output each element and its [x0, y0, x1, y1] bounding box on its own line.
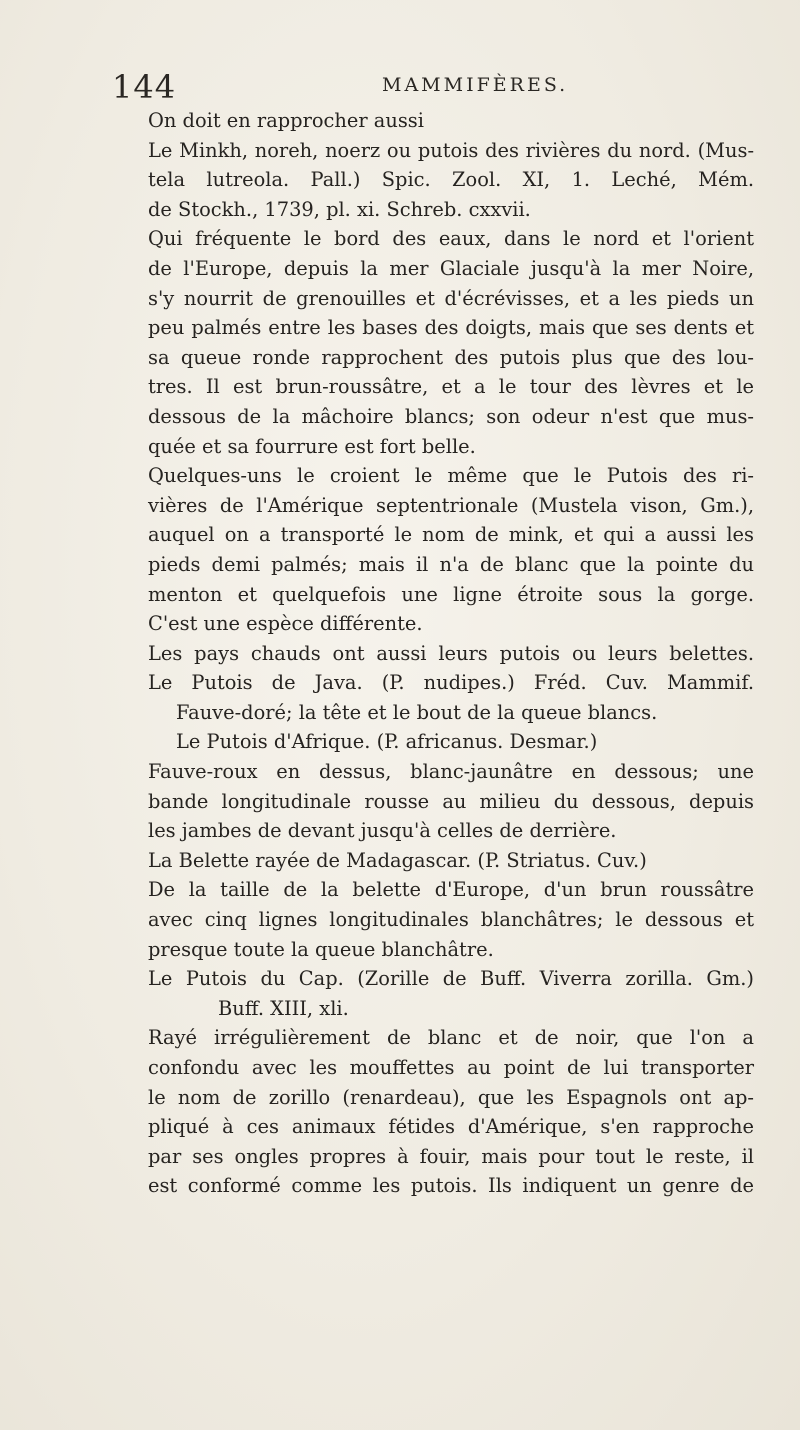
text-line: Buff. XIII, xli. [218, 996, 349, 1020]
text-line: menton et quelquefois une ligne étroite sous la gorge. [148, 582, 754, 606]
text-line: peu palmés entre les bases des doigts, mais que ses dents et [148, 316, 754, 340]
text-line: sa queue ronde rapprochent des putois plus que des lou- [148, 345, 754, 369]
text-line: les jambes de devant jusqu'à celles de derrière. [148, 819, 617, 843]
text-line: Le Putois de Java. (P. nudipes.) Fréd. Cuv. Mammif. [148, 671, 754, 695]
text-line: Fauve-roux en dessus, blanc-jaunâtre en dessous; une [148, 760, 754, 784]
text-line: de Stockh., 1739, pl. xi. Schreb. cxxvii. [148, 197, 531, 221]
text-line: Fauve-doré; la tête et le bout de la queue blancs. [176, 700, 658, 724]
text-line: Le Putois du Cap. (Zorille de Buff. Viverra zorilla. Gm.) [148, 967, 754, 991]
text-line: C'est une espèce différente. [148, 612, 423, 636]
text-line: par ses ongles propres à fouir, mais pour tout le reste, il [148, 1144, 754, 1168]
text-line: avec cinq lignes longitudinales blanchâtres; le dessous et [148, 908, 754, 932]
text-line: Qui fréquente le bord des eaux, dans le nord et l'orient [148, 227, 754, 251]
running-head: MAMMIFÈRES. [382, 74, 569, 96]
text-line: Rayé irrégulièrement de blanc et de noir, que l'on a [148, 1026, 754, 1050]
text-line: dessous de la mâchoire blancs; son odeur n'est que mus- [148, 404, 754, 428]
text-line: Les pays chauds ont aussi leurs putois ou leurs belettes. [148, 641, 754, 665]
text-line: tres. Il est brun-roussâtre, et a le tour des lèvres et le [148, 375, 754, 399]
text-line: quée et sa fourrure est fort belle. [148, 434, 476, 458]
text-line: On doit en rapprocher aussi [148, 109, 424, 132]
text-line: La Belette rayée de Madagascar. (P. Striatus. Cuv.) [148, 848, 647, 872]
text-line: s'y nourrit de grenouilles et d'écrévisses, et a les pieds un [148, 286, 754, 310]
text-line: De la taille de la belette d'Europe, d'un brun roussâtre [148, 878, 754, 902]
text-line: vières de l'Amérique septentrionale (Mustela vison, Gm.), [148, 493, 754, 517]
text-line: bande longitudinale rousse au milieu du dessous, depuis [148, 789, 754, 813]
text-line: est conformé comme les putois. Ils indiquent un genre de [148, 1174, 754, 1198]
body-text [148, 106, 754, 1201]
text-line: presque toute la queue blanchâtre. [148, 937, 494, 961]
page-number: 144 [112, 68, 177, 106]
text-line: Le Minkh, noreh, noerz ou putois des rivières du nord. (Mus- [148, 138, 754, 162]
page-header [112, 68, 752, 108]
text-line: de l'Europe, depuis la mer Glaciale jusqu'à la mer Noire, [148, 256, 754, 280]
text-line: Le Putois d'Afrique. (P. africanus. Desmar.) [176, 730, 598, 754]
text-line: pliqué à ces animaux fétides d'Amérique, s'en rapproche [148, 1115, 754, 1139]
text-line: Quelques-uns le croient le même que le Putois des ri- [148, 464, 754, 488]
text-line: auquel on a transporté le nom de mink, et qui a aussi les [148, 523, 754, 547]
text-line: confondu avec les mouffettes au point de lui transporter [148, 1056, 754, 1079]
text-line: tela lutreola. Pall.) Spic. Zool. XI, 1. Leché, Mém. [148, 168, 754, 192]
text-line: le nom de zorillo (renardeau), que les Espagnols ont ap- [148, 1085, 754, 1109]
text-line: pieds demi palmés; mais il n'a de blanc que la pointe du [148, 552, 754, 576]
